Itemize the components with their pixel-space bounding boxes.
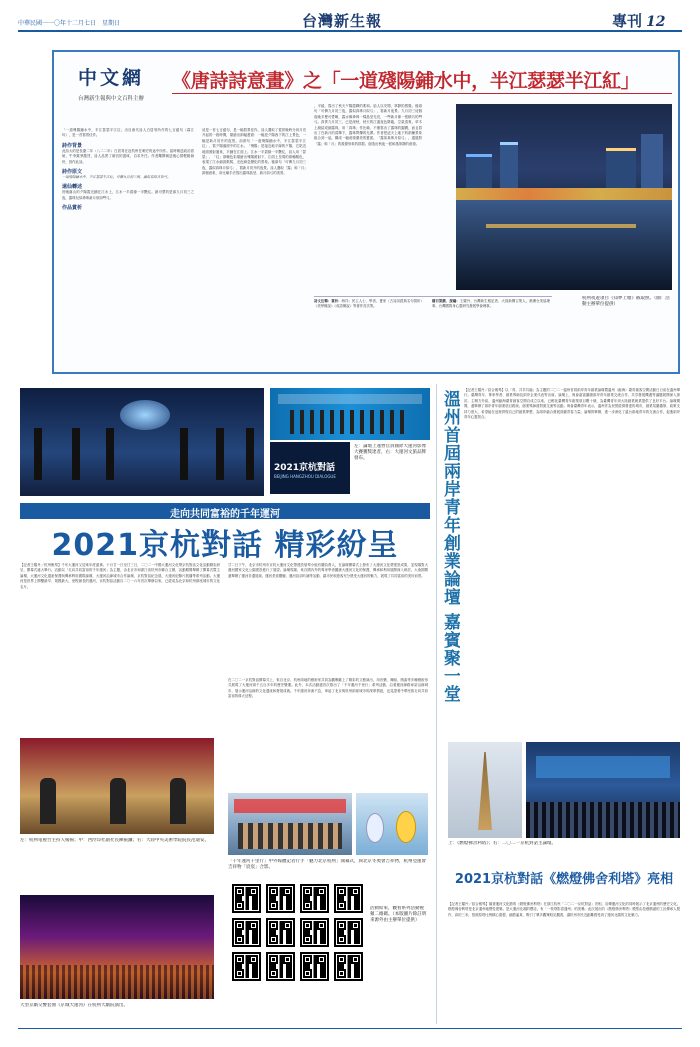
feature-night-photo	[456, 104, 672, 290]
article-headline: 2021京杭對話 精彩紛呈	[51, 528, 399, 563]
author-label: 遠仙轉述	[62, 184, 83, 191]
photo-forum-hall	[526, 742, 680, 838]
photo-caption-bottom: 大型京劇交響套曲《京城大運河》在杭州大劇院演出。	[20, 1003, 128, 1008]
right-photo-caption: 上：《燃燈佛舍利塔》；右：二〇二一京杭對話主論壇。	[448, 841, 556, 846]
credit-block-2	[432, 299, 550, 339]
feature-title: 《唐詩詩意畫》之「一道殘陽鋪水中，半江瑟瑟半江紅」	[172, 70, 640, 92]
credit-label-2: 構目策劃、採編：	[432, 299, 460, 303]
credit-text-1: 海洋；民主人士、學者、畫家（古詩詞經典名句賞析）《美學概說》《成語概說》等著作首次集。	[314, 299, 424, 309]
qr-code-icon[interactable]	[232, 918, 261, 947]
logo-text: 中文網	[77, 67, 144, 89]
right-bottom-body: 【記者王耀丹／綜合報導】隨著運河文化節的《燃燈佛舍利塔》在浙江杭州「二〇二一京杭對話」亮相，宣傳運河文化的同時展示了北京通州的歷史文化。燃燈佛舍利塔是北京通州地標性建築，是大運河北端的標誌，有「一枝塔影認通州」的美譽。此次展出的《燃燈佛舍利塔》模型由技藝精湛的工匠傳承人製作，高約三米，按照原塔比例精心複製，細節逼真，吸引了眾多觀眾駐足觀看，讓杭州市民近距離感受到了運河北端的文化魅力。	[448, 902, 680, 917]
feature-intro: 「一道殘陽鋪水中，半江瑟瑟半江紅」出自唐代詩人白居易所作的七言絕句《暮江吟》，是一首寫景佳作。	[62, 128, 194, 138]
feature-title-underline	[172, 93, 672, 94]
right-column-divider	[436, 384, 437, 1024]
credit-block-1	[314, 299, 424, 339]
author-text: 傍晚落山的夕陽霞光鋪在江水上，江水一半碧綠一半艷紅。最可愛的是那九月初三之夜，露珠兒似珍珠新月形如彎弓。	[62, 190, 194, 200]
poem-text: 一道殘陽鋪水中，半江瑟瑟半江紅。可憐九月初三夜，露似真珠月似弓。	[62, 175, 171, 180]
qr-code-icon[interactable]	[232, 884, 261, 913]
photo-forum-stage	[270, 388, 430, 440]
section-name: 專刊	[612, 12, 643, 30]
paper-name: 台灣新生報	[302, 12, 383, 30]
article-body-col-3: 在二〇二一京杭對話開幕式上，來自北京、杭州兩地的藝術家共同為觀眾獻上了精彩的文藝演出，用音樂、舞蹈、戲曲等多種藝術形式展現了大運河兩千五百多年的歷史變遷。此外，本次活動還首次推出了「千年運河千里行」系列活動，沿著運河線路尋訪沿線城市，展示運河沿線的文化遺產和發展成就。千年運河奔流不息，串起了北京與杭州兩座城市的深厚情誼，也見證著中華民族走向共同富裕的偉大征程。	[228, 678, 428, 699]
photo-media-group	[228, 793, 352, 855]
feature-credits	[314, 296, 552, 340]
qr-caption: 活動結束，觀看系列活動視頻二維碼。（本版圖片除註明來源外由主辦單位提供）	[370, 906, 427, 923]
qr-code-icon[interactable]	[334, 884, 363, 913]
photo-caption-right: 左：論壇上運營官員國際大運河影像大賽獲獎達者，右：大運河文旅品牌發布。	[354, 444, 426, 461]
qr-code-icon[interactable]	[300, 918, 329, 947]
feature-col-2: 這是一首七言絕句，是一幅寫景佳作。詩人選取了從傍晚時分到月亮升起的一段時間，描繪出兩幅畫面：一幅是夕陽西下的江上景色，一幅是新月初升的夜景。前兩句「一道殘陽鋪水中，半江瑟瑟半江紅」，寫夕陽落照中的江水。「殘陽」是接近地平線的夕陽，它貼近地面照射過來，平鋪在江面上。江水一半碧綠一半艷紅，詩人用「瑟瑟」、「紅」兩種色彩描繪出殘陽照射下，江面上呈現的兩種顏色，表現了江水細波粼粼、光色瞬息變化的景象。後兩句「可憐九月初三夜，露似真珠月似弓」，寫新月初升的夜景。詩人選取「露」和「月」兩個意象，用比喻手法寫出露珠晶瑩、新月如弓的美景。	[202, 128, 306, 176]
photo-pagoda	[448, 742, 522, 838]
right-article-body: 【記者王耀丹／綜合報導】以「青、共享共融」為主題的二〇二一溫州首屆兩岸青年創業論壇暨溫州（甌海）臺青創客空間活動日日前在溫州舉行。臺灣青年、專家學者、創業導師及兩岸企業代表等出席。論壇上，與會嘉賓圍繞兩岸青年創業交流合作、共享發展機遇等議題展開深入探討。主辦方介紹，溫州甌海臺青創客空間自成立以來，已孵化臺灣青年創業項目數十個，為臺灣青年到大陸創業就業提供了良好平台。論壇期間，還舉辦了兩岸青年創業項目路演、創業導師面對面交流等活動。與會臺灣青年表示，溫州作為民營經濟發達的城市，創業氛圍濃厚，政策支持力度大，希望能在這裡實現自己的創業夢想，為兩岸融合發展貢獻青春力量。論壇的舉辦，進一步深化了溫台兩地青年的交流合作，促進兩岸青年心靈契合。	[464, 388, 680, 420]
appreciation-label: 作品賞析	[62, 205, 83, 212]
right-bottom-headline: 2021京杭對話《燃燈佛舍利塔》亮相	[454, 872, 674, 887]
bottom-rule	[18, 1028, 682, 1029]
photo-caption-left: 左：杭州電視台主持人楊揚；中：西泠印社副社長陳振濂；右：大陸中央美術學院院長范迪安。	[20, 838, 209, 843]
credit-label-1: 詩文注釋：賞析：	[314, 299, 342, 303]
photo-speakers	[20, 738, 214, 834]
poem-text-label: 詩作原文	[62, 169, 83, 176]
photo-opera-performance	[20, 895, 214, 999]
qr-code-icon[interactable]	[266, 884, 295, 913]
photo-mascots	[356, 793, 428, 855]
poem-bg: 此詩大約是長慶二年（八二二年）白居易在赴杭州任刺史的途中所作。當時朝廷政治昏暗，牛李黨爭激烈，詩人品嘗了朝官的滋味，自求外任。作者離開朝廷後心情輕鬆愉快，因作此詩。	[62, 148, 194, 164]
article-body-col-2: 廿二日下午，北京市杭州市京杭大運河文化帶建設領導小組有關負責人，在論壇開幕式上發布了大運河文化帶建設成果，並現場對大運河國家文化公園建設進行了展望。論壇現場，來自國內外的專家學者圍繞大運河文化的保護、傳承和利用展開深入研討。大會期間還舉辦了運河非遺展演、運河美食體驗、運河詩詞吟誦等活動，讓市民和遊客充分感受大運河的魅力，展現了共同富裕的美好前景。	[228, 563, 428, 578]
photo-beijing-hangzhou-dialogue: 2021京杭對話 BEIJING HANGZHOU DIALOGUE	[270, 442, 350, 494]
logo-block	[56, 63, 166, 123]
feature-photo-caption: 杭州夜遊項目《知夢上塘》截取照。（圖：活動主辦單位提供）	[582, 296, 670, 307]
feature-col-3: ，平緩，寫出了秋天夕陽霞暉的柔和。給人以安閒、寧靜的感覺。後兩句「可憐九月初三夜，露似真珠月似弓」，寫新月夜景。九月初三這個夜晚多麼可愛啊，露水像珍珠一樣晶瑩光亮，一彎新月像一張精巧的彎弓。真實九月初三，已是深秋，秋天的江邊夜色降臨，空氣清爽，草木上凝結成細露珠，用「真珠」作比喻，不僅寫出了露珠的圓潤，而且寫出了在新月的清輝下，露珠閃爍的光澤。作者把這天上地下的兩種景象組合到一起，構成一幅意境優美的畫面。「露似真珠月似弓」，通過對「露」和「月」的視覺形象的描寫，創造出秋夜一派和諧寧靜的意境。	[314, 104, 422, 146]
credit-text-2: 王耀丹、台灣新生報記者、大陸新聞召集人、港澳台美協理事、台灣國際身心靈研究發展學會理事。	[432, 299, 550, 309]
masthead-rule	[18, 30, 682, 32]
article-body-col-1: 【記者王耀丹／杭州報導】千年大運河又迎來年度盛事。十月廿一日至廿三日，二〇二一中國大運河文化帶京杭對話文化活動精彩紛呈，開幕式盛大舉行。活動以「走向共同富裕的千年運河」為主題，由北京市和浙江省杭州市聯合主辦，活動期間舉辦了開幕式暨主論壇、大運河文化遺產保護與傳承利用國際論壇、大運河沿線城市合作論壇、京杭對話紀念展、大運河紀錄片展播等系列活動。大運河是世界上開鑿最早、規模最大、里程最長的運河，京杭對話活動自二〇一六年首次舉辦以來，已經成為北京和杭州兩座城市的文化名片。	[20, 563, 220, 589]
article-kicker: 走向共同富裕的千年運河	[170, 509, 280, 520]
page-number: 12	[646, 14, 666, 30]
qr-code-icon[interactable]	[300, 884, 329, 913]
qr-code-icon[interactable]	[232, 952, 261, 981]
logo-subtitle: 台灣新生報與中文百科主辦	[77, 96, 144, 102]
date-line: 中華民國一一〇年十二月七日 星期日	[18, 20, 121, 27]
photo-ceremony-left	[20, 388, 264, 496]
section-label	[612, 10, 666, 31]
feature-col-1	[62, 128, 194, 343]
qr-code-icon[interactable]	[266, 952, 295, 981]
qr-code-icon[interactable]	[300, 952, 329, 981]
qr-code-icon[interactable]	[334, 952, 363, 981]
qr-code-icon[interactable]	[266, 918, 295, 947]
qr-code-icon[interactable]	[334, 918, 363, 947]
right-article-headline: 溫州首屆兩岸青年創業論壇 嘉賓聚一堂	[440, 390, 460, 703]
poem-bg-label: 詩作背景	[62, 142, 83, 149]
photo-caption-mid: 「千年運河千里行」中外媒體記者行手「魅力北京杭州」開幕式，與北京冬奧會吉祥物，杭州亞運會吉祥物「宸宸」合影。	[228, 859, 426, 870]
